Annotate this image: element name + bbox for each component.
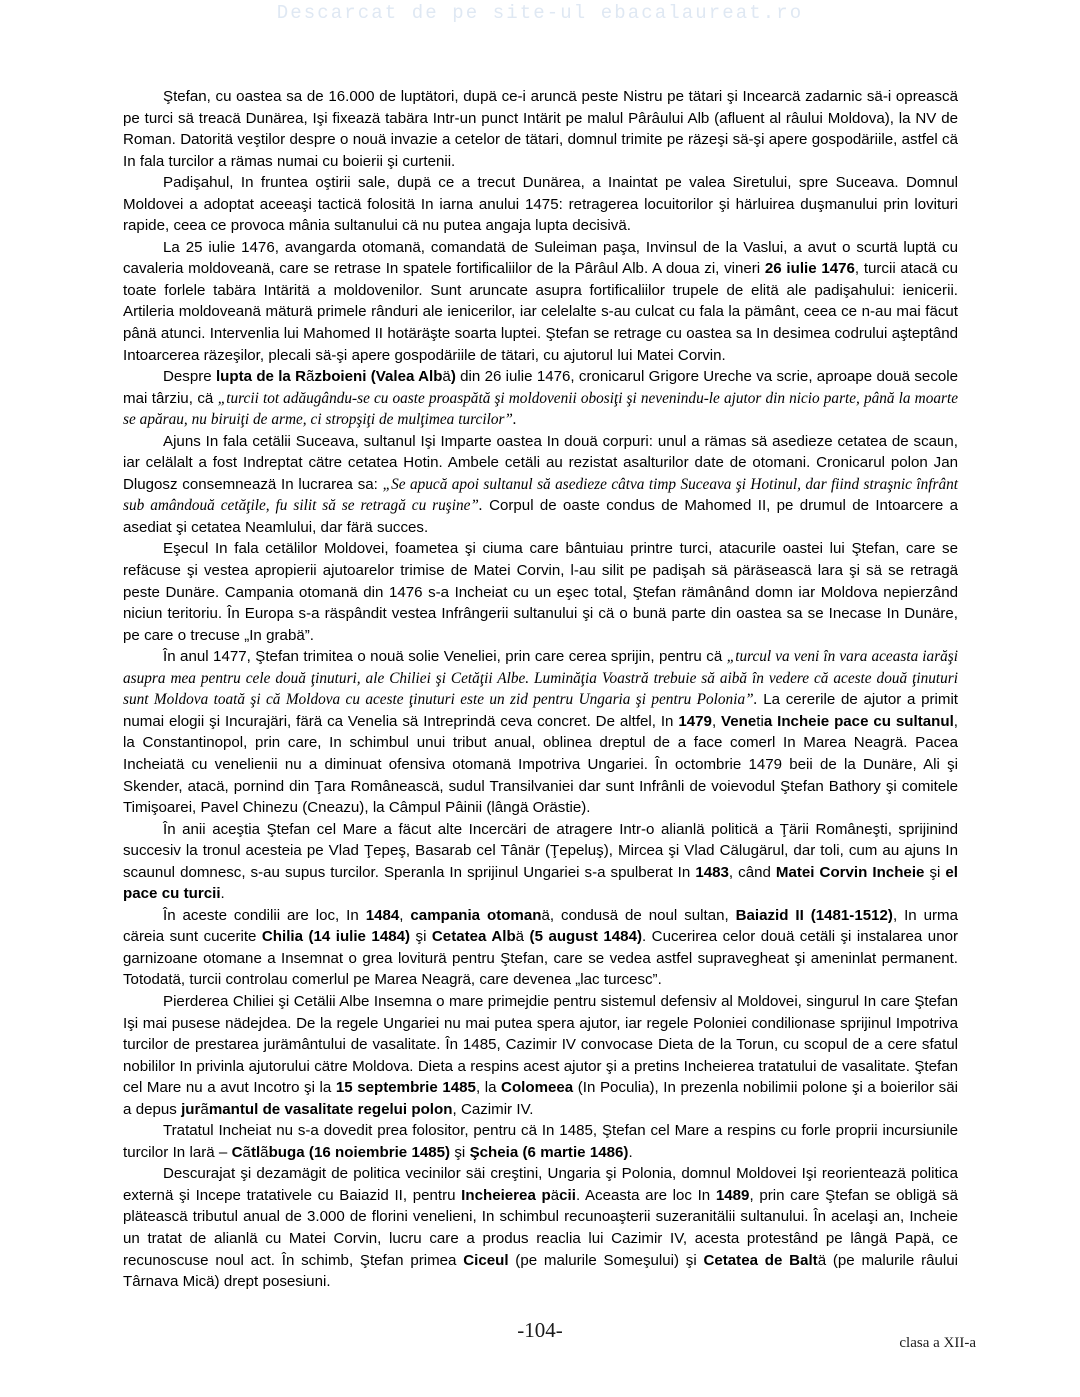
text-run: , condusä de noul sultan,: [549, 906, 736, 924]
text-run: cii: [559, 1186, 576, 1204]
text-run: lupta de la R: [215, 368, 307, 386]
text-run: Vene: [721, 712, 757, 730]
text-run: ä: [817, 1251, 827, 1269]
paragraph: [123, 538, 958, 646]
text-run: 1483: [695, 863, 729, 881]
text-run: , turcii atacä cu toate forlele tabära Intäritä a moldovenilor. Sunt aruncate asupra fortificaliilor trupele de elitä ale padişahului: ienicerii. Artileria moldoveanä mäturä primele rânduri ale ienicerilor, iar celelalte s-au culcat cu fala la pämânt, ceea ce n-au mai fäcut pânä atunci. Intervenlia lui Mahomed II hotäräşte soarta luptei. Ştefan se retrage cu oastea sa In desimea codrului aşteptând Intoarcerea räzeşilor, plecali sä-şi apere gospodäriile de tätari, cu ajutorul lui Matei Corvin.: [123, 260, 958, 364]
text-run: Pierderea Chiliei şi Cetälii Albe Insemna o mare primejdie pentru sistemul defensiv al Moldovei, singurul In care Ştefan Işi mai pusese nädejdea. De la regele Ungariei nu mai putea spera ajutor, iar regele Poloniei condilionase sprijinul Impotriva turcilor de prestarea jurämântului de vasalitate. În 1485, Cazimir IV convocase Dieta de la Torun, cu scopul de a cere sfatul nobililor In privinla ajutorului cätre Moldova. Dieta a respins acest ajutor şi a pretins Incheierea tratatului de vasalitate. Ştefan cel Mare nu a avut Incotro şi la: [123, 992, 958, 1097]
text-run: Eşecul In fala cetälilor Moldovei, foametea şi ciuma care bântuiau printre turci, atacurile oastei lui Ştefan, care se refäcuse şi vestea apropierii ajutoarelor trimise de Matei Corvin, l-au silit pe padişah sä päräseascä lara şi sä se retragä peste Dunäre. Campania otomanä din 1476 s-a Incheiat cu un eşec total, Ştefan rämânând domn iar Moldova nepierzând niciun teritoriu. În Europa s-a räspândit vestea Infrângerii sultanului şi cä o bunä parte din oastea sa se Inecase In Dunäre, pe care o trecuse „In grabä”.: [123, 540, 958, 644]
text-run: ã: [306, 368, 315, 386]
paragraph: [123, 1163, 958, 1292]
text-run: tl: [250, 1143, 261, 1161]
text-run: şi: [924, 863, 946, 881]
text-run: Ciceul: [463, 1251, 509, 1269]
text-run: ä: [541, 906, 550, 924]
text-run: , la Constantinopol, prin care, In schimbul unui tribut anual, oblinea dreptul de a face comerl In Marea Neagrä. Pacea Incheiatä cu venelienii nu a diminuat ofensiva otomanä Impotriva Ungariei. În octombrie 1479 beii de la Dunäre, Ali şi Skender, atacä, pornind din Ţara Româneascä, sudul Transilvaniei dar sunt Infrânli de voievodul Ştefan Bathory şi comitele Timişoarei, Pavel Chinezu (Cneazu), la Câmpul Pâinii (lângä Orästie).: [123, 712, 958, 817]
text-run: C: [231, 1143, 243, 1161]
document-body: [123, 86, 958, 1293]
paragraph: [123, 237, 958, 366]
text-run: Despre: [163, 368, 216, 386]
text-run: Tratatul Incheiat nu s-a dovedit prea folositor, pentru cä In 1485, Ştefan cel Mare a respins cu forle proprii incursiunile turcilor In larä –: [123, 1122, 958, 1161]
paragraph: [123, 172, 958, 237]
text-run: ã: [200, 1100, 209, 1118]
text-run: , când: [728, 863, 776, 881]
text-run: ): [450, 368, 456, 386]
paragraph: [123, 646, 958, 818]
text-run: mantul de vasalitate regelui polon: [208, 1100, 453, 1118]
text-run: 15 septembrie 1485: [335, 1079, 476, 1097]
text-run: Chilia (14 iulie 1484): [261, 928, 411, 946]
class-label: clasa a XII-a: [899, 1335, 976, 1351]
text-run: buga (16 noiembrie 1485): [268, 1143, 451, 1161]
text-run: (5 august 1484): [524, 928, 642, 946]
text-run: Padişahul, In fruntea oştirii sale, dupä ce a trecut Dunärea, a Inaintat pe valea Siretului, spre Suceava. Domnul Moldovei a adoptat aceeaşi tacticä folositä In iarna anului 1475: retragerea locuitorilor şi härluirea duşmanului prin lovituri rapide, ceea ce provoca mânia sultanului cä nu putea angaja lupta decisivä.: [123, 174, 958, 235]
text-run: ti: [756, 712, 764, 730]
text-run: Ajuns In fala cetälii Suceava, sultanul Işi Imparte oastea In douä corpuri: unul a rämas sä asedieze cetatea de scaun, iar celälalt a fost Indreptat cätre cetatea Hotin. Ambele cetäli au rezistat asalturilor date de otomani. Cronicarul polon Jan Dlugosz consemneazä In lucrarea sa:: [123, 432, 958, 493]
text-run: Cetatea Alb: [431, 928, 516, 946]
text-run: el pace cu turcii: [123, 863, 958, 903]
text-run: Şcheia (6 martie 1486): [469, 1143, 629, 1161]
text-run: Incheierea p: [461, 1186, 551, 1204]
text-run: ,: [399, 906, 411, 924]
text-run: În anii aceştia Ştefan cel Mare a fäcut alte Incercäri de atragere Intr-o alianlä politicä a Ţärii Româneşti, sprijinind succesiv la tronul acesteia pe Vlad Ţepeş, Basarab cel Tânär (Ţepeluş), Mircea şi Vlad Cälugärul, dar toli, cum au ajuns In scaunul domnesc, s-au supus turcilor. Speranla In sprijinul Ungariei s-a spulberat In: [123, 820, 958, 881]
text-run: campania otoman: [410, 906, 542, 924]
paragraph: [123, 86, 958, 172]
text-run: Ştefan, cu oastea sa de 16.000 de luptätori, dupä ce-i aruncä peste Nistru pe tätari şi Incearcä zadarnic sä-i opreascä pe turci sä treacä Dunärea, Işi fixeazä tabära Intr-un punct Intärit pe malul Pârâului Alb (afluent al râului Moldova), la NV de Roman. Datoritä veştilor despre o nouä invazie a cetelor de tätari, domnul trimite pe räzeşi sä-şi apere gospodäriile, astfel cä In fala turcilor a rämas numai cu boierii şi curtenii.: [123, 88, 958, 170]
paragraph: [123, 991, 958, 1120]
text-run: din 26 iulie 1476, cronicarul Grigore Ureche va scrie, aproape douä secole mai târziu, cä: [123, 368, 959, 407]
text-run: ä: [442, 368, 451, 386]
text-run: ä: [515, 928, 525, 946]
text-run: . Aceasta are loc In: [575, 1186, 716, 1204]
text-run: Baiazid II (1481-1512): [735, 906, 893, 924]
text-run: În aceste condilii are loc, In: [163, 906, 366, 924]
text-run: 26 iulie 1476: [764, 260, 855, 278]
text-run: Corpul de oaste condus de Mahomed II, pe drumul de Intoarcere a asediat şi cetatea Neamlului, dar färä succes.: [123, 497, 958, 536]
text-run: La cererile de ajutor a primit numai elogii şi Incurajäri, färä ca Venelia sä Intreprindä ceva concret. De altfel, In: [123, 691, 959, 730]
text-run: şi: [450, 1143, 470, 1161]
paragraph: [123, 1120, 958, 1163]
text-run: ä: [550, 1186, 560, 1204]
text-run: , la: [475, 1079, 502, 1097]
text-run: , Cazimir IV.: [452, 1100, 534, 1118]
text-run: (pe malurile Someşului) şi: [508, 1251, 704, 1269]
text-run: 1484: [365, 906, 400, 924]
text-run: (In Poculia), In prezenla nobilimii polone şi a boierilor säi a depus: [123, 1079, 958, 1118]
page-number: -104-: [517, 1318, 563, 1342]
text-run: (pe malurile râului Târnava Micä) drept posesiuni.: [123, 1251, 958, 1291]
paragraph: [123, 819, 958, 905]
text-run: Cetatea de Balt: [703, 1251, 818, 1269]
text-run: .: [220, 885, 225, 903]
text-run: zboieni (Valea Alb: [314, 368, 443, 386]
text-run: 1479: [678, 712, 712, 730]
text-run: „turcii tot adăugându-se cu oaste proaspătă şi moldovenii obosiţi şi nevenindu-le ajutor din nicio parte, până la moarte se apărau, nu biruiţi de arme, ci stropşiţi de mulţimea turcilor”.: [123, 389, 958, 429]
text-run: „Se apucă apoi sultanul să asedieze câtva timp Suceava şi Hotinul, dar fiind straşnic înfrânt sub amândouă cetăţile, fu silit să se retragă cu ruşine”.: [123, 475, 959, 515]
text-run: ã: [242, 1143, 251, 1161]
text-run: Colomeea: [501, 1079, 574, 1097]
text-run: şi: [410, 928, 432, 946]
text-run: a Incheie pace cu sultanul: [763, 712, 954, 730]
paragraph: [123, 366, 958, 431]
paragraph: [123, 905, 958, 991]
text-run: , prin care Ştefan se obligä sä pläteascä tributul anual de 3.000 de florini venelieni, In schimbul recunoaşterii suzeranitälii sultanului. În acelaşi an, Incheie un tratat de alianlä cu Matei Corvin, lucru care a produs reaclia lui Cazimir IV, acesta protestând pe lângä Papä, ce recunoscuse noul act. În schimb, Ştefan primea: [123, 1186, 958, 1269]
text-run: ã: [260, 1143, 269, 1161]
paragraph: [123, 431, 958, 539]
text-run: Matei Corvin Incheie: [775, 863, 925, 881]
text-run: , In urma cäreia sunt cucerite: [123, 906, 958, 946]
text-run: Descurajat şi dezamägit de politica vecinilor säi creştini, Ungaria şi Polonia, domnul Moldovei Işi reorienteazä politica externä şi Incepe tratativele cu Baiazid II, pentru: [123, 1165, 958, 1204]
site-watermark: Descarcat de pe site-ul ebacalaureat.ro: [276, 2, 804, 24]
text-run: . Cucerirea celor douä cetäli şi instalarea unor garnizoane otomane a Insemnat o grea loviturä pentru Ştefan, care se vedea astfel supravegheat şi ameninlat permanent. Totodatä, turcii controlau comerlul pe Marea Neagrä, care devenea „lac turcesc”.: [123, 928, 959, 989]
text-run: 1489: [715, 1186, 750, 1204]
text-run: ,: [711, 712, 722, 730]
text-run: .: [628, 1143, 633, 1161]
text-run: jur: [181, 1100, 201, 1118]
text-run: În anul 1477, Ştefan trimitea o nouä solie Veneliei, prin care cerea sprijin, pentru cä: [163, 648, 727, 666]
text-run: „turcul va veni în vara aceasta iarăşi asupra mea pentru cele două ţinuturi, ale Chiliei şi Cetăţii Albe. Luminăţia Voastră trebuie să aibă în vedere că aceste două ţinuturi sunt Moldova toată şi că Moldova cu aceste ţinuturi este un zid pentru Ungaria şi pentru Polonia”.: [123, 648, 959, 709]
text-run: La 25 iulie 1476, avangarda otomanä, comandatä de Suleiman paşa, Invinsul de la Vaslui, a avut o scurtä luptä cu cavaleria moldoveanä, care se retrase In spatele fortificaliilor de la Pârâul Alb. A doua zi, vineri: [123, 238, 958, 278]
